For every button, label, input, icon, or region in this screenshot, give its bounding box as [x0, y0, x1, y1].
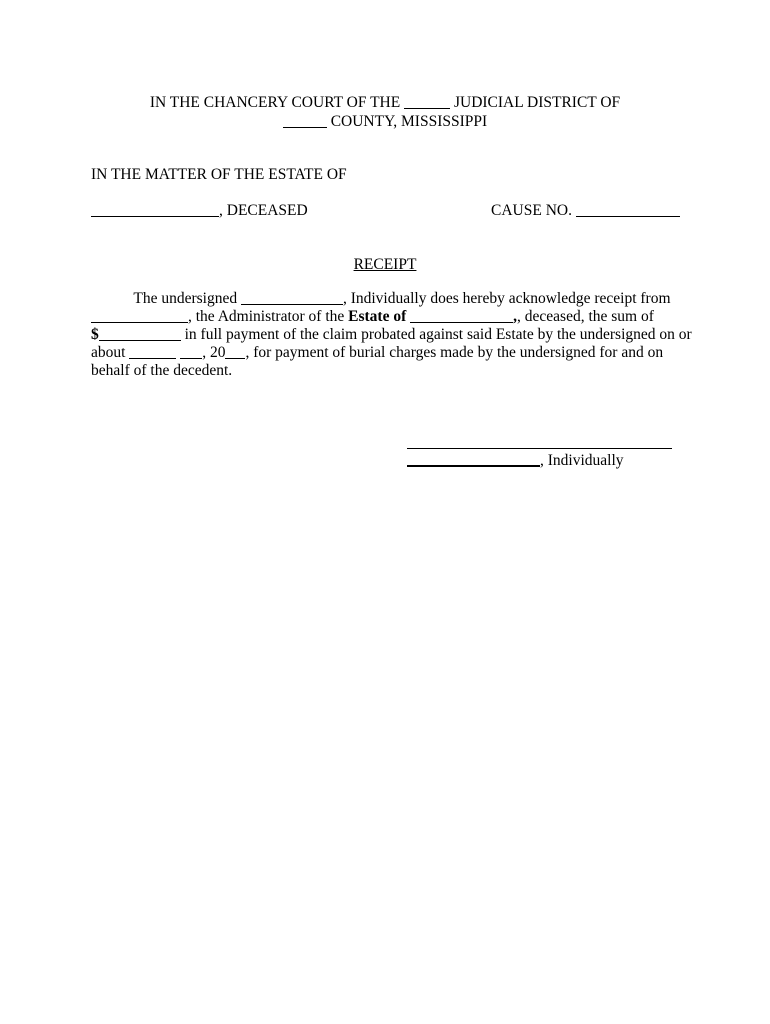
deceased-line — [91, 201, 308, 220]
matter-of-estate-label: IN THE MATTER OF THE ESTATE OF — [91, 166, 347, 183]
deceased-name-blank[interactable] — [91, 202, 219, 217]
receipt-row-2: , the Administrator of the Estate of ,, deceased, the sum of — [91, 308, 683, 326]
undersigned-label: The undersigned — [133, 290, 238, 307]
signer-name-blank[interactable] — [407, 451, 540, 467]
administrator-name-blank[interactable] — [91, 308, 188, 323]
full-payment-text: in full payment of the claim probated against said Estate by the undersigned on or — [180, 326, 692, 343]
estate-of-label: Estate of — [348, 308, 407, 325]
amount-blank[interactable] — [99, 326, 181, 341]
county-blank[interactable] — [283, 113, 327, 128]
date-month-blank[interactable] — [129, 344, 176, 359]
date-year-blank[interactable] — [225, 344, 245, 359]
dollar-sign: $ — [91, 326, 99, 343]
about-label: about — [91, 344, 126, 361]
undersigned-name-blank[interactable] — [241, 290, 343, 305]
court-heading-line2 — [0, 112, 770, 131]
signature-line[interactable] — [407, 448, 672, 449]
receipt-title: RECEIPT — [353, 256, 417, 273]
receipt-paragraph — [91, 290, 692, 380]
cause-no-label: CAUSE NO. — [491, 202, 572, 219]
receipt-row-4 — [91, 344, 683, 362]
judicial-district-blank[interactable] — [404, 94, 450, 109]
court-heading-line1 — [0, 93, 770, 112]
year-prefix: , 20 — [202, 344, 226, 361]
date-day-blank[interactable] — [180, 344, 202, 359]
cause-number-line — [491, 201, 680, 220]
signature-name-line — [407, 451, 624, 470]
estate-name-blank[interactable] — [410, 308, 513, 323]
receipt-row-5: behalf of the decedent. — [91, 362, 233, 379]
individually-label: , Individually — [540, 452, 624, 469]
administrator-text: , the Administrator of the — [188, 308, 349, 325]
court-heading-part1: IN THE CHANCERY COURT OF THE — [149, 94, 401, 111]
receipt-row-1 — [91, 290, 683, 308]
acknowledge-text: , Individually does hereby acknowledge receipt from — [342, 290, 671, 307]
burial-charges-text: , for payment of burial charges made by the undersigned for and on — [245, 344, 664, 361]
court-heading-part2: JUDICIAL DISTRICT OF — [453, 94, 621, 111]
cause-no-blank[interactable] — [576, 202, 680, 217]
receipt-row-3 — [91, 326, 692, 344]
sum-of-text: , deceased, the sum of — [517, 308, 654, 325]
deceased-label: , DECEASED — [219, 202, 308, 219]
county-label: COUNTY, MISSISSIPPI — [330, 113, 488, 130]
